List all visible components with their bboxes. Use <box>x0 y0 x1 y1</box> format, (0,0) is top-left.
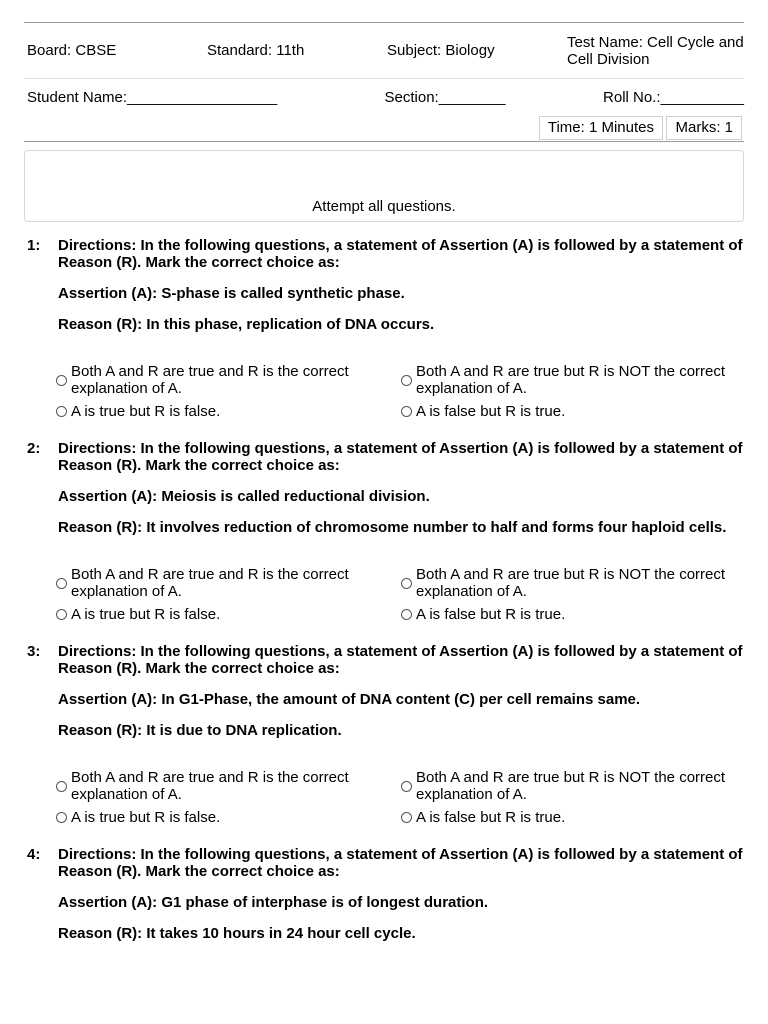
option-a[interactable] <box>56 566 401 600</box>
student-info-row <box>24 79 744 115</box>
option-b[interactable] <box>401 566 746 600</box>
option-c[interactable] <box>56 403 401 420</box>
question-directions: Directions: In the following questions, a statement of Assertion (A) is followed by a statement of Reason (R). Mark the correct choice as: <box>58 440 743 474</box>
option-label: A is true but R is false. <box>71 403 221 420</box>
option-label: Both A and R are true and R is the correct explanation of A. <box>71 566 349 600</box>
option-label: A is false but R is true. <box>416 403 566 420</box>
options-group <box>56 769 744 826</box>
option-label: Both A and R are true and R is the correct explanation of A. <box>71 363 349 397</box>
instructions-text: Attempt all questions. <box>312 198 456 215</box>
option-b[interactable] <box>401 769 746 803</box>
options-group <box>56 566 744 623</box>
option-label: A is false but R is true. <box>416 606 566 623</box>
question-number: 1: <box>27 237 41 254</box>
radio-button[interactable] <box>56 578 67 589</box>
test-name-label: Test Name: Cell Cycle and Cell Division <box>567 33 744 68</box>
option-label: Both A and R are true but R is NOT the correct explanation of A. <box>416 566 726 600</box>
question-4 <box>24 846 744 942</box>
radio-button[interactable] <box>56 375 67 386</box>
assertion-text: Assertion (A): In G1-Phase, the amount of DNA content (C) per cell remains same. <box>58 691 641 708</box>
subject-label: Subject: Biology <box>387 42 495 59</box>
radio-button[interactable] <box>401 578 412 589</box>
option-label: A is true but R is false. <box>71 606 221 623</box>
section-field: Section:________ <box>384 88 506 106</box>
board-label: Board: CBSE <box>27 42 117 59</box>
question-directions: Directions: In the following questions, a statement of Assertion (A) is followed by a statement of Reason (R). Mark the correct choice as: <box>58 643 743 677</box>
option-label: Both A and R are true but R is NOT the correct explanation of A. <box>416 769 726 803</box>
option-label: A is true but R is false. <box>71 809 221 826</box>
reason-text: Reason (R): It takes 10 hours in 24 hour cell cycle. <box>58 925 416 942</box>
assertion-text: Assertion (A): G1 phase of interphase is of longest duration. <box>58 894 489 911</box>
question-directions: Directions: In the following questions, a statement of Assertion (A) is followed by a statement of Reason (R). Mark the correct choice as: <box>58 237 743 271</box>
option-a[interactable] <box>56 769 401 803</box>
radio-button[interactable] <box>56 609 67 620</box>
instructions-box <box>24 150 744 222</box>
option-c[interactable] <box>56 809 401 826</box>
radio-button[interactable] <box>401 406 412 417</box>
radio-button[interactable] <box>56 406 67 417</box>
reason-text: Reason (R): It involves reduction of chromosome number to half and forms four haploid cells. <box>58 519 727 536</box>
radio-button[interactable] <box>56 812 67 823</box>
option-d[interactable] <box>401 809 746 826</box>
radio-button[interactable] <box>56 781 67 792</box>
option-c[interactable] <box>56 606 401 623</box>
reason-text: Reason (R): In this phase, replication of DNA occurs. <box>58 316 435 333</box>
question-3 <box>24 643 744 826</box>
option-label: Both A and R are true but R is NOT the correct explanation of A. <box>416 363 726 397</box>
radio-button[interactable] <box>401 812 412 823</box>
time-marks-row <box>24 115 744 141</box>
reason-text: Reason (R): It is due to DNA replication. <box>58 722 342 739</box>
options-group <box>56 363 744 420</box>
time-box: Time: 1 Minutes <box>539 116 663 140</box>
option-label: Both A and R are true and R is the correct explanation of A. <box>71 769 349 803</box>
option-d[interactable] <box>401 606 746 623</box>
option-label: A is false but R is true. <box>416 809 566 826</box>
question-number: 3: <box>27 643 41 660</box>
question-1 <box>24 237 744 420</box>
question-number: 4: <box>27 846 41 863</box>
standard-label: Standard: 11th <box>207 42 305 59</box>
radio-button[interactable] <box>401 609 412 620</box>
marks-box: Marks: 1 <box>666 116 742 140</box>
roll-no-field: Roll No.:__________ <box>603 88 744 106</box>
option-a[interactable] <box>56 363 401 397</box>
header-info-row <box>24 23 744 78</box>
student-name-field: Student Name:__________________ <box>27 88 278 106</box>
radio-button[interactable] <box>401 781 412 792</box>
question-directions: Directions: In the following questions, a statement of Assertion (A) is followed by a statement of Reason (R). Mark the correct choice as: <box>58 846 743 880</box>
question-2 <box>24 440 744 623</box>
option-d[interactable] <box>401 403 746 420</box>
test-paper <box>24 22 744 942</box>
assertion-text: Assertion (A): Meiosis is called reductional division. <box>58 488 430 505</box>
question-number: 2: <box>27 440 41 457</box>
radio-button[interactable] <box>401 375 412 386</box>
option-b[interactable] <box>401 363 746 397</box>
assertion-text: Assertion (A): S-phase is called synthetic phase. <box>58 285 405 302</box>
header-bottom-rule <box>24 141 744 142</box>
